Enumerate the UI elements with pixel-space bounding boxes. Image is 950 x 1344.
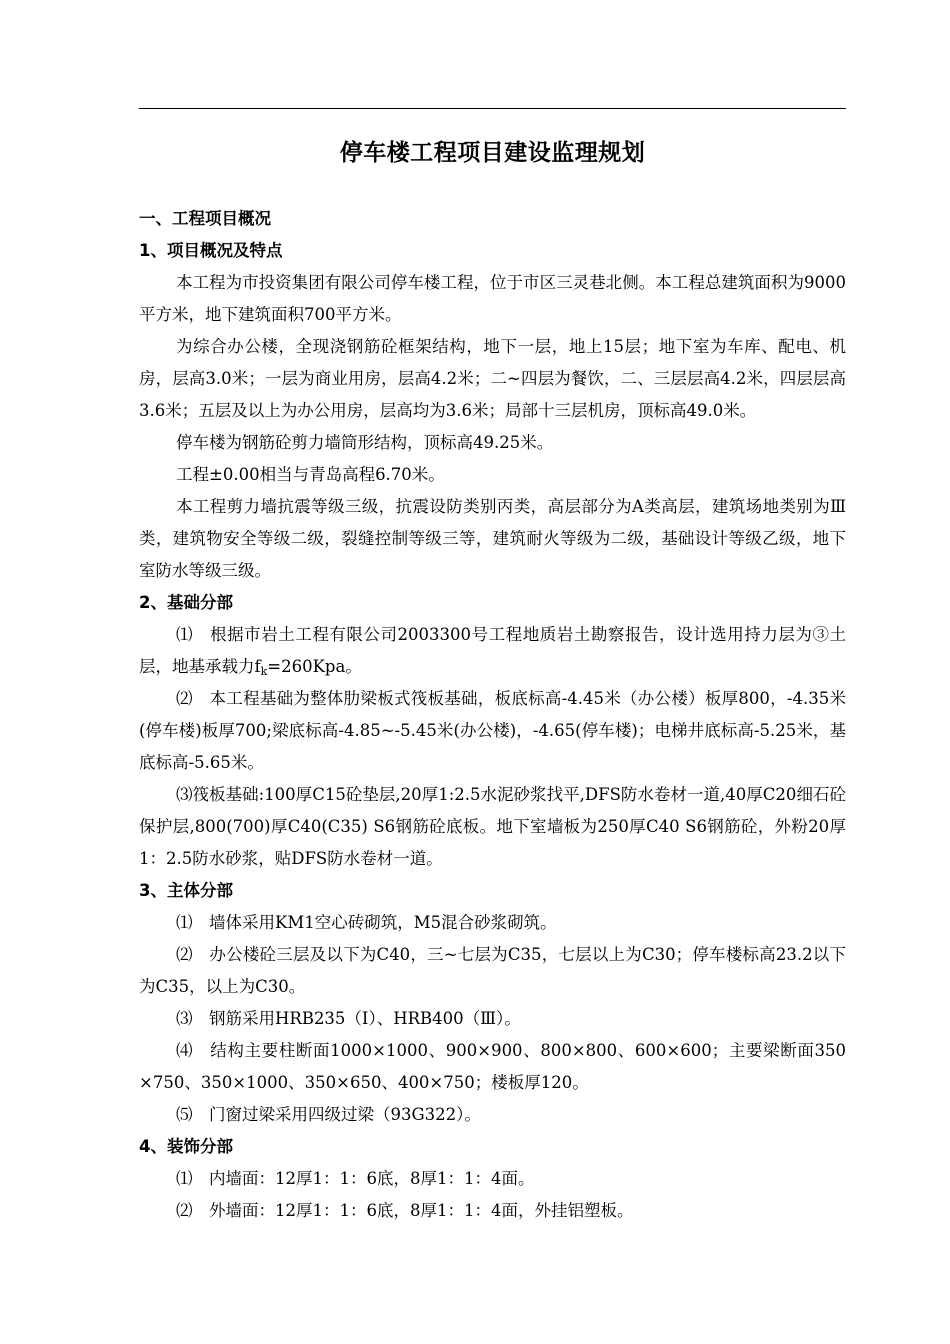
subsection-heading: 4、装饰分部 bbox=[139, 1137, 233, 1156]
header-rule bbox=[139, 108, 846, 109]
subscript: k bbox=[260, 665, 268, 678]
paragraph-text: ⑴ 根据市岩土工程有限公司2003300号工程地质岩土勘察报告，设计选用持力层为③土层，地基承载力f bbox=[139, 625, 846, 676]
subsection-heading: 3、主体分部 bbox=[139, 881, 233, 900]
document-body bbox=[139, 203, 846, 1227]
paragraph: ⑶ 钢筋采用HRB235（Ⅰ）、HRB400（Ⅲ）。 bbox=[176, 1009, 521, 1028]
paragraph: ⑵ 外墙面：12厚1：1：6底，8厚1：1：4面，外挂铝塑板。 bbox=[176, 1201, 634, 1220]
paragraph-text: =260Kpa。 bbox=[267, 657, 362, 676]
page-title: 停车楼工程项目建设监理规划 bbox=[339, 140, 646, 166]
subsection-heading: 1、项目概况及特点 bbox=[139, 241, 283, 260]
paragraph: ⑵ 办公楼砼三层及以下为C40，三~七层为C35，七层以上为C30；停车楼标高23.2以下为C35，以上为C30。 bbox=[139, 945, 846, 996]
paragraph: 停车楼为钢筋砼剪力墙筒形结构，顶标高49.25米。 bbox=[176, 433, 554, 452]
paragraph: 本工程为市投资集团有限公司停车楼工程，位于市区三灵巷北侧。本工程总建筑面积为9000平方米，地下建筑面积700平方米。 bbox=[139, 273, 846, 324]
paragraph: 本工程剪力墙抗震等级三级，抗震设防类别丙类，高层部分为A类高层，建筑场地类别为Ⅲ类，建筑物安全等级二级，裂缝控制等级三等，建筑耐火等级为二级，基础设计等级乙级，地下室防水等级三级。 bbox=[139, 497, 846, 580]
paragraph: 工程±0.00相当与青岛高程6.70米。 bbox=[176, 465, 445, 484]
paragraph: ⑴ 墙体采用KM1空心砖砌筑，M5混合砂浆砌筑。 bbox=[176, 913, 557, 932]
section-heading: 一、工程项目概况 bbox=[139, 209, 271, 228]
paragraph: ⑵ 本工程基础为整体肋梁板式筏板基础，板底标高-4.45米（办公楼）板厚800，-4.35米(停车楼)板厚700;梁底标高-4.85~-5.45米(办公楼)，-4.65(停车楼)；电梯井底标高-5.25米，基底标高-5.65米。 bbox=[139, 689, 846, 772]
paragraph: ⑶筏板基础:100厚C15砼垫层,20厚1:2.5水泥砂浆找平,DFS防水卷材一道,40厚C20细石砼保护层,800(700)厚C40(C35) S6钢筋砼底板。地下室墙板为250厚C40 S6钢筋砼，外粉20厚1：2.5防水砂浆，贴DFS防水卷材一道。 bbox=[139, 785, 846, 868]
paragraph: ⑸ 门窗过梁采用四级过梁（93G322）。 bbox=[176, 1105, 481, 1124]
paragraph: 为综合办公楼，全现浇钢筋砼框架结构，地下一层，地上15层；地下室为车库、配电、机房，层高3.0米；一层为商业用房，层高4.2米；二~四层为餐饮，二、三层层高4.2米，四层层高3.6米；五层及以上为办公用房，层高均为3.6米；局部十三层机房，顶标高49.0米。 bbox=[139, 337, 846, 420]
paragraph bbox=[139, 619, 846, 683]
paragraph: ⑷ 结构主要柱断面1000×1000、900×900、800×800、600×600；主要梁断面350×750、350×1000、350×650、400×750；楼板厚120。 bbox=[139, 1041, 846, 1092]
paragraph: ⑴ 内墙面：12厚1：1：6底，8厚1：1：4面。 bbox=[176, 1169, 535, 1188]
subsection-heading: 2、基础分部 bbox=[139, 593, 233, 612]
